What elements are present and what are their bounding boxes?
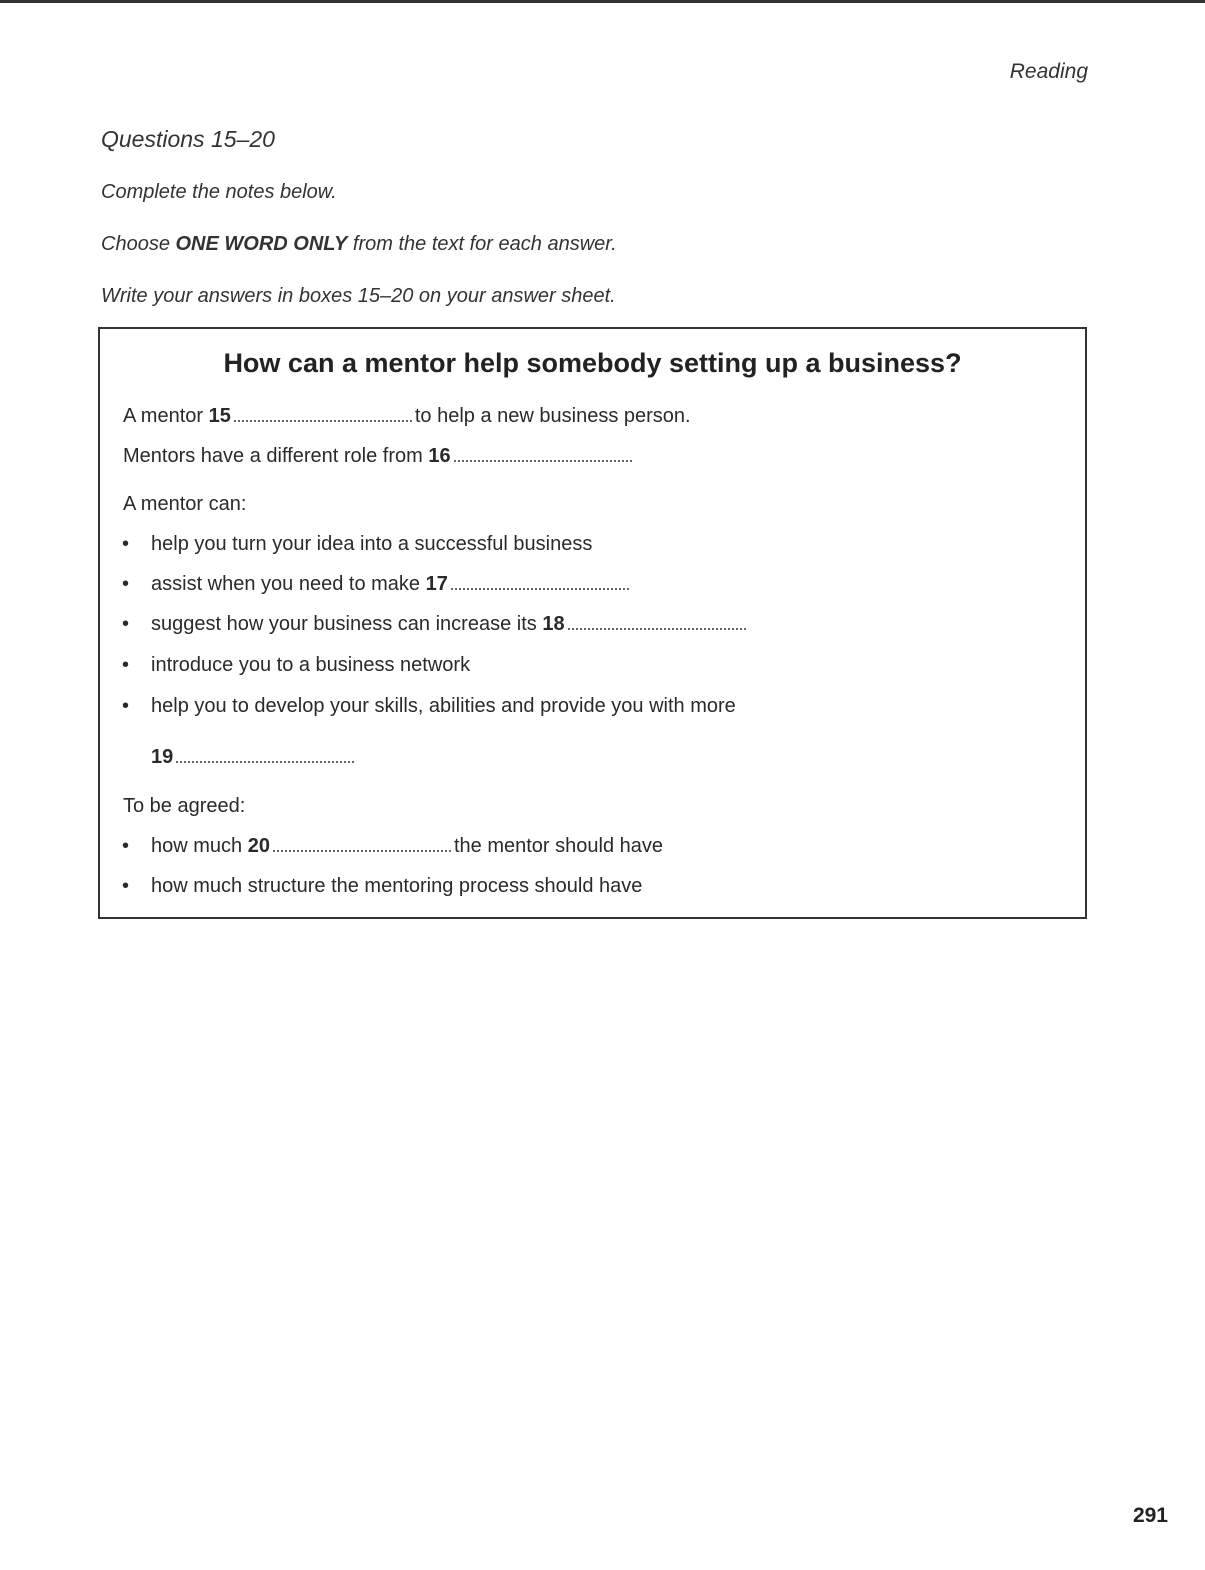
page-number: 291: [1132, 1504, 1168, 1527]
gap-number-17: 17: [425, 573, 448, 595]
note-line-16: [123, 445, 635, 468]
bullet-item-7: how much structure the mentoring process should have: [151, 875, 643, 897]
bullet-item-17: [151, 573, 632, 596]
bullet-icon: •: [122, 875, 130, 897]
answer-gap-17[interactable]: [451, 574, 629, 590]
answer-gap-20[interactable]: [273, 836, 451, 852]
bullet-item-18: [151, 613, 749, 636]
bullet-item-4: introduce you to a business network: [151, 654, 471, 676]
answer-gap-16[interactable]: [454, 446, 632, 462]
note-text: Mentors have a different role from: [123, 445, 429, 467]
note-text: how much: [151, 835, 248, 857]
mentor-can-heading: A mentor can:: [123, 493, 247, 515]
note-text: assist when you need to make: [151, 573, 426, 595]
bullet-item-1: help you turn your idea into a successful business: [151, 533, 593, 555]
note-text: suggest how your business can increase its: [151, 613, 543, 635]
gap-number-20: 20: [247, 835, 270, 857]
instruction-answer-sheet: Write your answers in boxes 15–20 on your answer sheet.: [101, 285, 616, 307]
instruction-complete-notes: Complete the notes below.: [101, 181, 337, 203]
instruction-choose-words: [101, 233, 617, 256]
bullet-icon: •: [122, 613, 130, 635]
gap-number-18: 18: [542, 613, 565, 635]
bullet-icon: •: [122, 695, 130, 717]
bullet-icon: •: [122, 654, 130, 676]
bullet-item-20: [151, 835, 663, 858]
instruction-text: from the text for each answer.: [347, 233, 617, 255]
notes-title: How can a mentor help somebody setting up a business?: [223, 348, 962, 378]
bullet-icon: •: [122, 533, 130, 555]
notes-box: [98, 327, 1087, 919]
instruction-emphasis: ONE WORD ONLY: [175, 233, 348, 255]
gap-number-15: 15: [208, 405, 231, 427]
instruction-text: Choose: [101, 233, 176, 255]
answer-gap-19[interactable]: [176, 747, 354, 763]
section-label: Reading: [1009, 60, 1088, 83]
top-rule: [0, 0, 1205, 3]
answer-gap-15[interactable]: [234, 406, 412, 422]
note-text: to help a new business person.: [414, 405, 691, 427]
note-line-19: [151, 746, 357, 769]
answer-gap-18[interactable]: [568, 614, 746, 630]
note-text: the mentor should have: [453, 835, 663, 857]
note-line-15: [123, 405, 691, 428]
gap-number-19: 19: [151, 746, 174, 768]
questions-heading: Questions 15–20: [101, 126, 275, 152]
gap-number-16: 16: [428, 445, 451, 467]
bullet-item-5: help you to develop your skills, abilities and provide you with more: [151, 695, 736, 717]
note-text: A mentor: [123, 405, 209, 427]
bullet-icon: •: [122, 573, 130, 595]
agreed-heading: To be agreed:: [123, 795, 246, 817]
bullet-icon: •: [122, 835, 130, 857]
